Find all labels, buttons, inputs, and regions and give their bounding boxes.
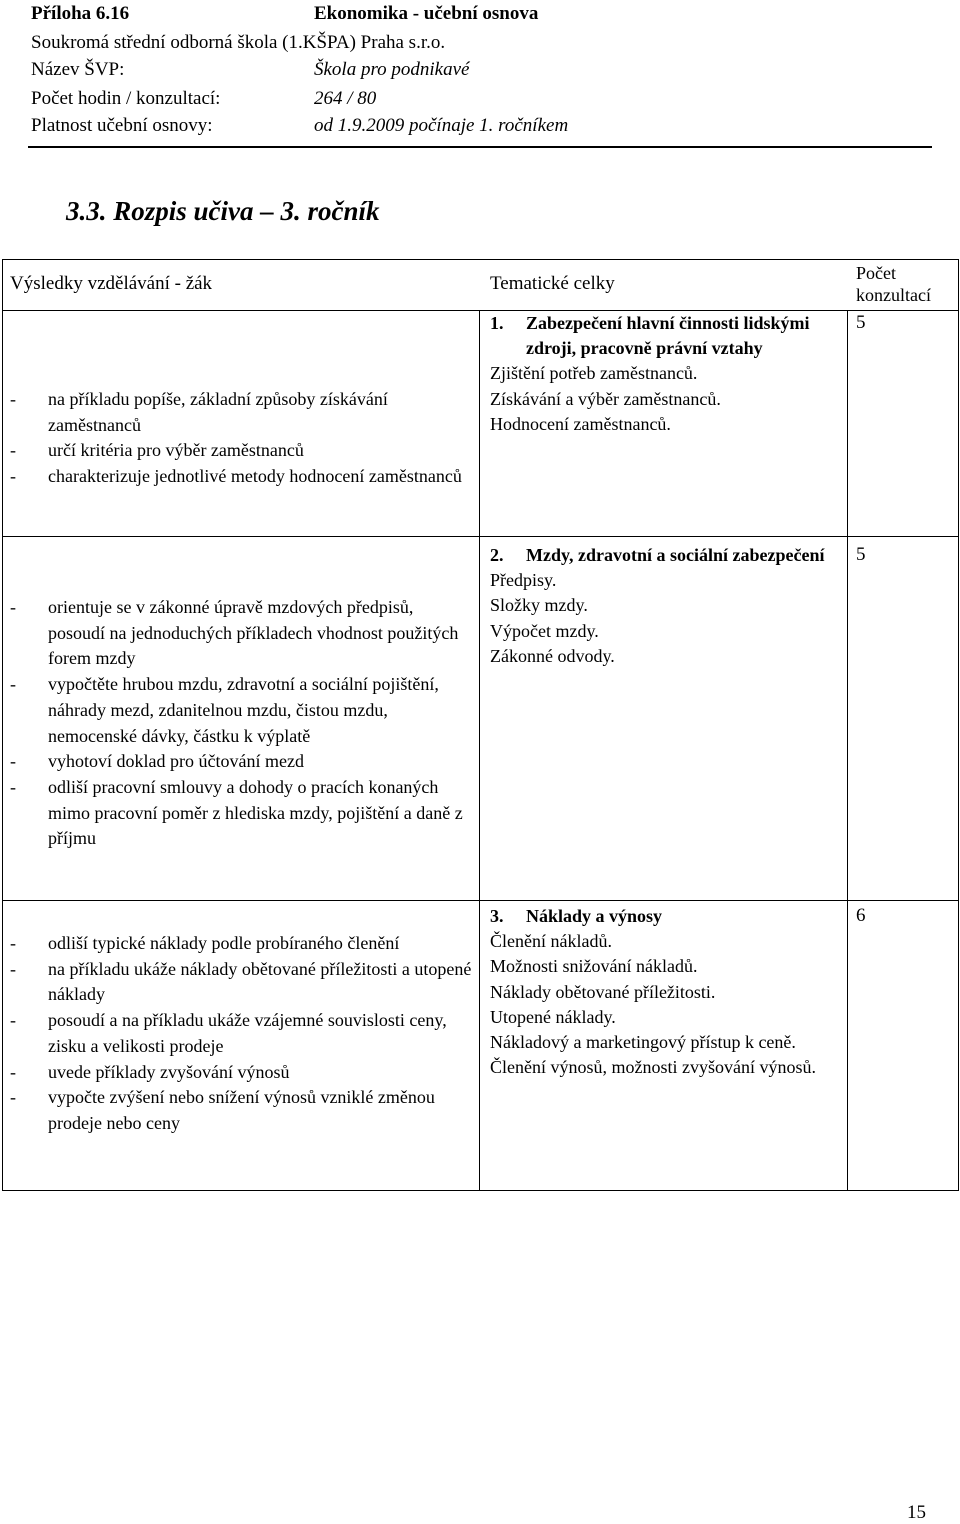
topic-item: Získávání a výběr zaměstnanců. bbox=[490, 388, 721, 409]
column-divider bbox=[847, 310, 848, 1190]
topic-item: Hodnocení zaměstnanců. bbox=[490, 413, 671, 434]
topic-block bbox=[490, 904, 845, 1080]
topic-item: Výpočet mzdy. bbox=[490, 620, 599, 641]
list-item: - odliší pracovní smlouvy a dohody o pracích konaných mimo pracovní poměr z hlediska mzdy, pojištění a daně z příjmu bbox=[10, 776, 463, 849]
list-item: - posoudí a na příkladu ukáže vzájemné souvislosti ceny, zisku a velikosti prodeje bbox=[10, 1010, 447, 1056]
topic-item: Zjištění potřeb zaměstnanců. bbox=[490, 363, 698, 384]
consultation-count: 5 bbox=[856, 544, 866, 565]
column-header-count-line1: Počet bbox=[856, 263, 896, 283]
outcome-text: vypočte zvýšení nebo snížení výnosů vzniklé změnou prodeje nebo ceny bbox=[48, 1087, 435, 1133]
program-label: Název ŠVP: bbox=[31, 59, 125, 80]
header-divider bbox=[28, 146, 932, 148]
consultation-count: 5 bbox=[856, 312, 866, 333]
topic-items bbox=[490, 929, 845, 1080]
topic-item: Složky mzdy. bbox=[490, 595, 588, 616]
column-header-count bbox=[856, 262, 931, 306]
page-number: 15 bbox=[907, 1502, 926, 1523]
topic-item: Členění nákladů. bbox=[490, 931, 612, 952]
topic-item: Náklady obětované příležitosti. bbox=[490, 981, 716, 1002]
list-item: - vypočtěte hrubou mzdu, zdravotní a sociální pojištění, náhrady mezd, zdanitelnou mzdu, čistou mzdu, nemocenské dávky, částku k výplatě bbox=[10, 674, 439, 746]
list-item: - určí kritéria pro výběr zaměstnanců bbox=[10, 440, 304, 461]
validity-value: od 1.9.2009 počínaje 1. ročníkem bbox=[314, 115, 569, 136]
topic-item: Zákonné odvody. bbox=[490, 645, 615, 666]
topic-block bbox=[490, 543, 845, 669]
row-divider bbox=[2, 900, 959, 901]
column-header-topics: Tematické celky bbox=[490, 273, 615, 294]
outcomes-list bbox=[10, 595, 472, 852]
outcome-text: vyhotoví doklad pro účtování mezd bbox=[48, 751, 304, 772]
topic-item: Členění výnosů, možnosti zvyšování výnosů. bbox=[490, 1057, 816, 1078]
topic-number: 2. bbox=[490, 545, 504, 565]
list-item: - vypočte zvýšení nebo snížení výnosů vzniklé změnou prodeje nebo ceny bbox=[10, 1087, 435, 1133]
topic-number: 3. bbox=[490, 906, 504, 926]
list-item: - uvede příklady zvyšování výnosů bbox=[10, 1061, 290, 1082]
topic-items bbox=[490, 568, 845, 669]
outcome-text: určí kritéria pro výběr zaměstnanců bbox=[48, 440, 304, 461]
consultation-count: 6 bbox=[856, 905, 866, 926]
outcome-text: posoudí a na příkladu ukáže vzájemné souvislosti ceny, zisku a velikosti prodeje bbox=[48, 1010, 447, 1056]
list-item: - odliší typické náklady podle probíraného členění bbox=[10, 933, 400, 953]
topic-number: 1. bbox=[490, 313, 504, 333]
row-divider bbox=[2, 536, 959, 537]
topic-item: Předpisy. bbox=[490, 570, 557, 591]
list-item: - charakterizuje jednotlivé metody hodnocení zaměstnanců bbox=[10, 466, 462, 487]
list-item: - na příkladu ukáže náklady obětované příležitosti a utopené náklady bbox=[10, 958, 472, 1005]
topic-title-text: Zabezpečení hlavní činnosti lidskými zdroji, pracovně právní vztahy bbox=[526, 313, 810, 359]
school-name: Soukromá střední odborná škola (1.KŠPA) Praha s.r.o. bbox=[31, 32, 446, 53]
topic-items bbox=[490, 361, 845, 437]
hours-label: Počet hodin / konzultací: bbox=[31, 88, 221, 109]
validity-label: Platnost učební osnovy: bbox=[31, 115, 213, 136]
outcome-text: orientuje se v zákonné úpravě mzdových předpisů, posoudí na jednoduchých příkladech vhodnost použitých forem mzdy bbox=[48, 597, 459, 669]
column-header-results: Výsledky vzdělávání - žák bbox=[10, 273, 213, 294]
outcome-text: na příkladu popíše, základní způsoby získávání zaměstnanců bbox=[48, 389, 388, 435]
list-item: - orientuje se v zákonné úpravě mzdových předpisů, posoudí na jednoduchých příkladech vhodnost použitých forem mzdy bbox=[10, 597, 459, 669]
topic-item: Nákladový a marketingový přístup k ceně. bbox=[490, 1032, 796, 1053]
topic-title-text: Mzdy, zdravotní a sociální zabezpečení bbox=[526, 545, 825, 565]
topic-block bbox=[490, 311, 845, 437]
section-title: 3.3. Rozpis učiva – 3. ročník bbox=[66, 196, 380, 226]
topic-title-text: Náklady a výnosy bbox=[526, 906, 663, 926]
outcomes-list bbox=[10, 387, 472, 490]
topic-item: Možnosti snižování nákladů. bbox=[490, 956, 698, 977]
outcome-text: na příkladu ukáže náklady obětované příležitosti a utopené náklady bbox=[48, 958, 472, 1005]
outcome-text: uvede příklady zvyšování výnosů bbox=[48, 1061, 290, 1082]
topic-item: Utopené náklady. bbox=[490, 1006, 616, 1027]
list-item: - vyhotoví doklad pro účtování mezd bbox=[10, 751, 304, 772]
annex-label: Příloha 6.16 bbox=[31, 3, 130, 24]
column-divider bbox=[479, 310, 480, 1190]
list-item: - na příkladu popíše, základní způsoby získávání zaměstnanců bbox=[10, 389, 388, 435]
outcomes-list bbox=[10, 931, 472, 1137]
outcome-text: odliší pracovní smlouvy a dohody o pracích konaných mimo pracovní poměr z hlediska mzdy, pojištění a daně z příjmu bbox=[48, 776, 463, 849]
column-header-count-line2: konzultací bbox=[856, 285, 931, 305]
outcome-text: charakterizuje jednotlivé metody hodnocení zaměstnanců bbox=[48, 466, 462, 487]
topic-title bbox=[490, 543, 845, 568]
topic-title bbox=[490, 311, 845, 361]
topic-title bbox=[490, 904, 845, 929]
outcome-text: odliší typické náklady podle probíraného členění bbox=[48, 933, 400, 953]
program-value: Škola pro podnikavé bbox=[314, 59, 470, 80]
outcome-text: vypočtěte hrubou mzdu, zdravotní a sociální pojištění, náhrady mezd, zdanitelnou mzdu, čistou mzdu, nemocenské dávky, částku k výplatě bbox=[48, 674, 439, 746]
subject-title: Ekonomika - učební osnova bbox=[314, 3, 539, 24]
hours-value: 264 / 80 bbox=[314, 88, 377, 109]
